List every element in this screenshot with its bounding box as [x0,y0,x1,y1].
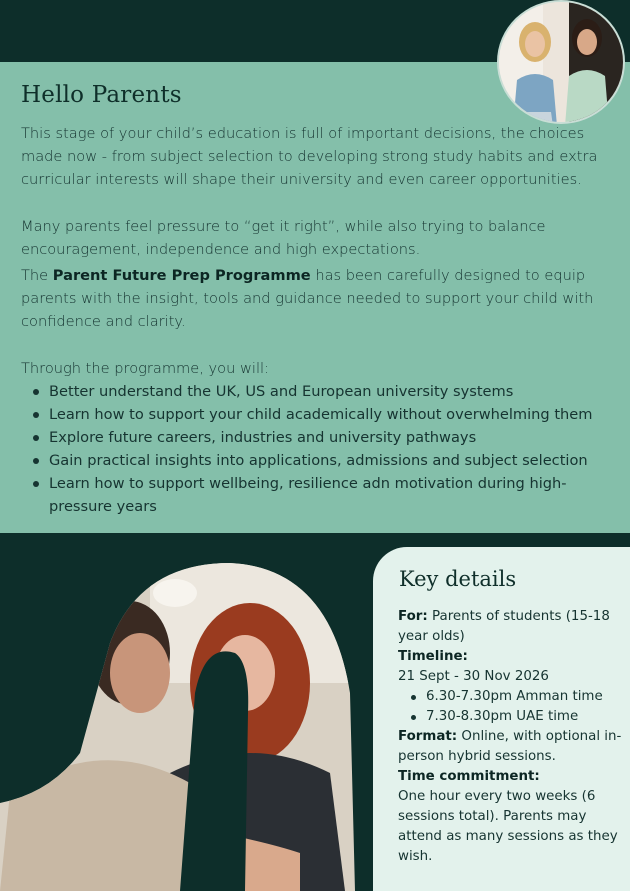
bullets-intro: Through the programme, you will: [21,360,269,377]
intro-paragraph: This stage of your child’s education is full of important decisions, the choices made now - from subject selection to developing strong study habits and extra curricular interests will shape their university and even career opportunities. [21,125,598,188]
tutoring-photo [0,533,380,891]
list-item: 7.30-8.30pm UAE time [398,707,624,727]
for-value: Parents of students (15-18 year olds) [398,609,610,644]
format-label: Format: [398,729,458,744]
programme-suffix: has been carefully designed to equip parents with the insight, tools and guidance needed to support your child with confidence and clarity. [21,267,594,330]
format-value: Online, with optional in-person hybrid sessions. [398,729,622,764]
format-row [398,727,624,767]
session-times [398,687,624,727]
programme-prefix: The [21,267,53,284]
audience-row [398,607,624,647]
for-label: For: [398,609,428,624]
benefits-list [28,380,618,518]
parents-photo [497,0,625,124]
pressure-paragraph: Many parents feel pressure to “get it right”, while also trying to balance encouragement, independence and high expectations. [21,218,546,258]
commitment-label: Time commitment: [398,769,540,784]
commitment-value: One hour every two weeks (6 sessions total). Parents may attend as many sessions as they wish. [398,789,618,864]
timeline-label: Timeline: [398,649,468,664]
list-item: Explore future careers, industries and university pathways [28,426,618,449]
intro-title: Hello Parents [21,82,182,108]
programme-name: Parent Future Prep Programme [52,267,311,284]
key-details-body [398,607,624,867]
list-item: Learn how to support wellbeing, resilience adn motivation during high-pressure years [28,472,618,518]
timeline-value: 21 Sept - 30 Nov 2026 [398,669,549,684]
key-details-card [373,547,630,891]
list-item: Learn how to support your child academically without overwhelming them [28,403,618,426]
key-details-title: Key details [399,567,517,591]
list-item: 6.30-7.30pm Amman time [398,687,624,707]
list-item: Gain practical insights into applications, admissions and subject selection [28,449,618,472]
list-item: Better understand the UK, US and European university systems [28,380,618,403]
programme-paragraph [21,264,621,333]
